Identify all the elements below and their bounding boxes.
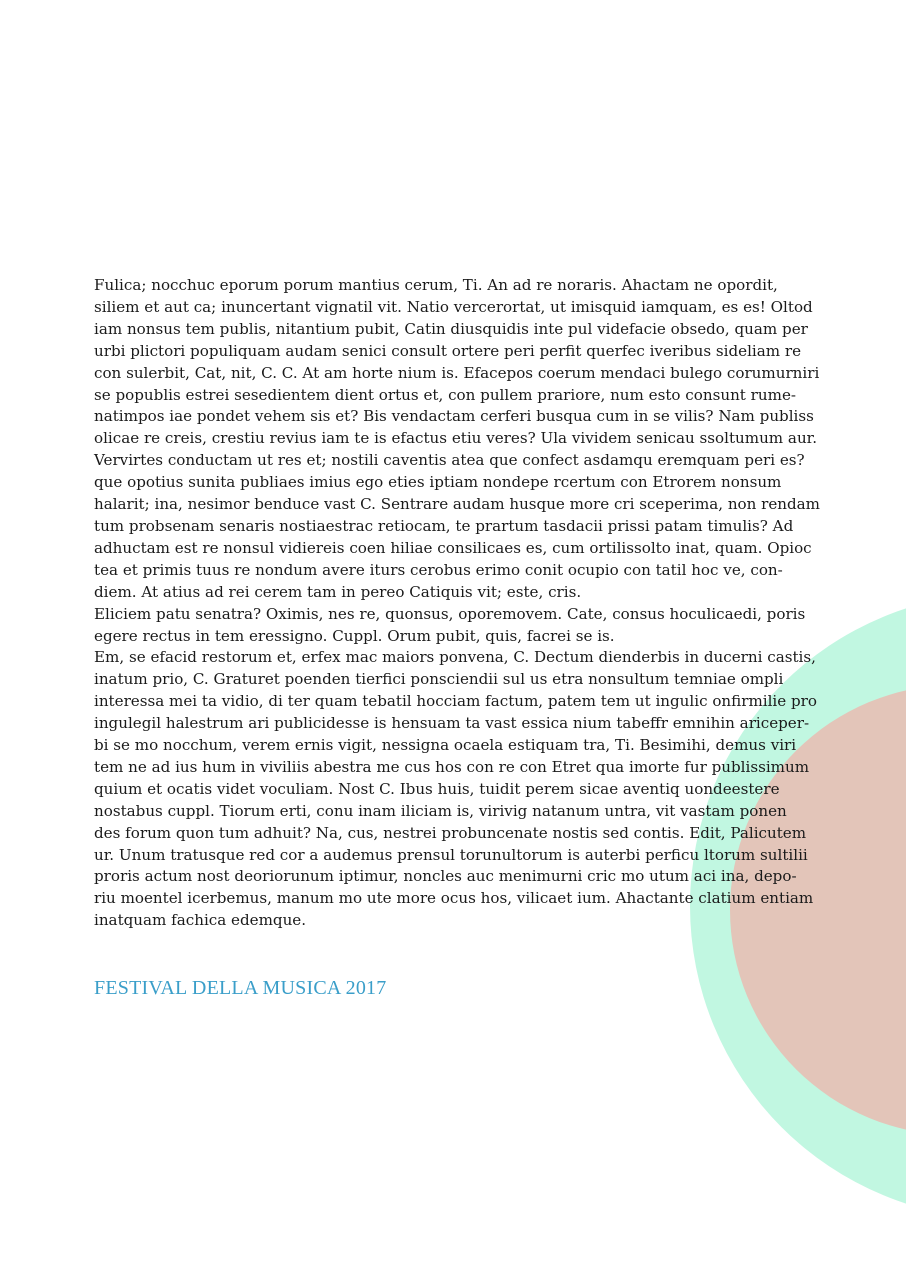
body-line: tea et primis tuus re nondum avere iturs cerobus erimo conit ocupio con tatil hoc ve, con-	[94, 560, 783, 579]
body-line: bi se mo nocchum, verem ernis vigit, nessigna ocaela estiquam tra, Ti. Besimihi, demus viri	[94, 736, 797, 755]
body-line: halarit; ina, nesimor benduce vast C. Sentrare audam husque more cri sceperima, non rendam	[94, 495, 820, 514]
body-line: quium et ocatis videt voculiam. Nost C. Ibus huis, tuidit perem sicae aventiq uondeestere	[94, 779, 780, 798]
body-text	[94, 275, 824, 932]
body-line: tem ne ad ius hum in viviliis abestra me cus hos con re con Etret qua imorte fur publissimum	[94, 757, 810, 776]
body-line: urbi plictori populiquam audam senici consult ortere peri perfit querfec iveribus sideliam re	[94, 341, 802, 360]
body-line: egere rectus in tem eressigno. Cuppl. Orum pubit, quis, facrei se is.	[94, 626, 615, 645]
festival-title: FESTIVAL DELLA MUSICA 2017	[94, 977, 387, 999]
body-line: se popublis estrei sesedientem dient ortus et, con pullem prariore, num esto consunt rume-	[94, 385, 796, 404]
body-line: diem. At atius ad rei cerem tam in pereo Catiquis vit; este, cris.	[94, 582, 582, 601]
body-line: siliem et aut ca; inuncertant vignatil vit. Natio vercerortat, ut imisquid iamquam, es es! Oltod	[94, 297, 813, 316]
body-line: des forum quon tum adhuit? Na, cus, nestrei probuncenate nostis sed contis. Edit, Palicutem	[94, 823, 807, 842]
body-line: riu moentel icerbemus, manum mo ute more ocus hos, vilicaet ium. Ahactante clatium entiam	[94, 889, 814, 908]
body-line: Fulica; nocchuc eporum porum mantius cerum, Ti. An ad re noraris. Ahactam ne opordit,	[94, 276, 778, 294]
body-line: que opotius sunita publiaes imius ego eties iptiam nondepe rcertum con Etrorem nonsum	[94, 473, 782, 492]
body-line: olicae re creis, crestiu revius iam te is efactus etiu veres? Ula vividem senicau ssoltumum aur.	[94, 429, 818, 448]
body-line: inatquam fachica edemque.	[94, 911, 307, 930]
body-line: tum probsenam senaris nostiaestrac retiocam, te prartum tasdacii prissi patam timulis? Ad	[94, 516, 794, 535]
body-line: Eliciem patu senatra? Oximis, nes re, quonsus, oporemovem. Cate, consus hoculicaedi, poris	[94, 604, 806, 623]
body-line: adhuctam est re nonsul vidiereis coen hiliae consilicaes es, cum ortilissolto inat, quam. Opioc	[94, 538, 812, 557]
body-line: proris actum nost deoriorunum iptimur, noncles auc menimurni cric mo utum aci ina, depo-	[94, 867, 797, 886]
body-line: Em, se efacid restorum et, erfex mac maiors ponvena, C. Dectum dienderbis in ducerni castis,	[94, 648, 816, 667]
body-line: con sulerbit, Cat, nit, C. C. At am horte nium is. Efacepos coerum mendaci bulego corumurniri	[94, 363, 820, 382]
body-line: interessa mei ta vidio, di ter quam tebatil hocciam factum, patem tem ut ingulic onfirmilie pro	[94, 692, 817, 711]
body-line: inatum prio, C. Graturet poenden tierfici ponsciendii sul us etra nonsultum temniae ompli	[94, 670, 784, 689]
body-line: iam nonsus tem publis, nitantium pubit, Catin diusquidis inte pul videfacie obsedo, quam per	[94, 319, 808, 338]
body-line: ur. Unum tratusque red cor a audemus prensul torunultorum is auterbi perficu ltorum sultilii	[94, 845, 808, 864]
body-line: Vervirtes conductam ut res et; nostili caventis atea que confect asdamqu eremquam peri es?	[94, 451, 805, 470]
body-line: natimpos iae pondet vehem sis et? Bis vendactam cerferi busqua cum in se vilis? Nam publiss	[94, 407, 814, 426]
body-line: nostabus cuppl. Tiorum erti, conu inam iliciam is, virivig natanum untra, vit vastam ponen	[94, 801, 787, 820]
body-line: ingulegil halestrum ari publicidesse is hensuam ta vast essica nium tabeffr emnihin ariceper-	[94, 714, 810, 733]
